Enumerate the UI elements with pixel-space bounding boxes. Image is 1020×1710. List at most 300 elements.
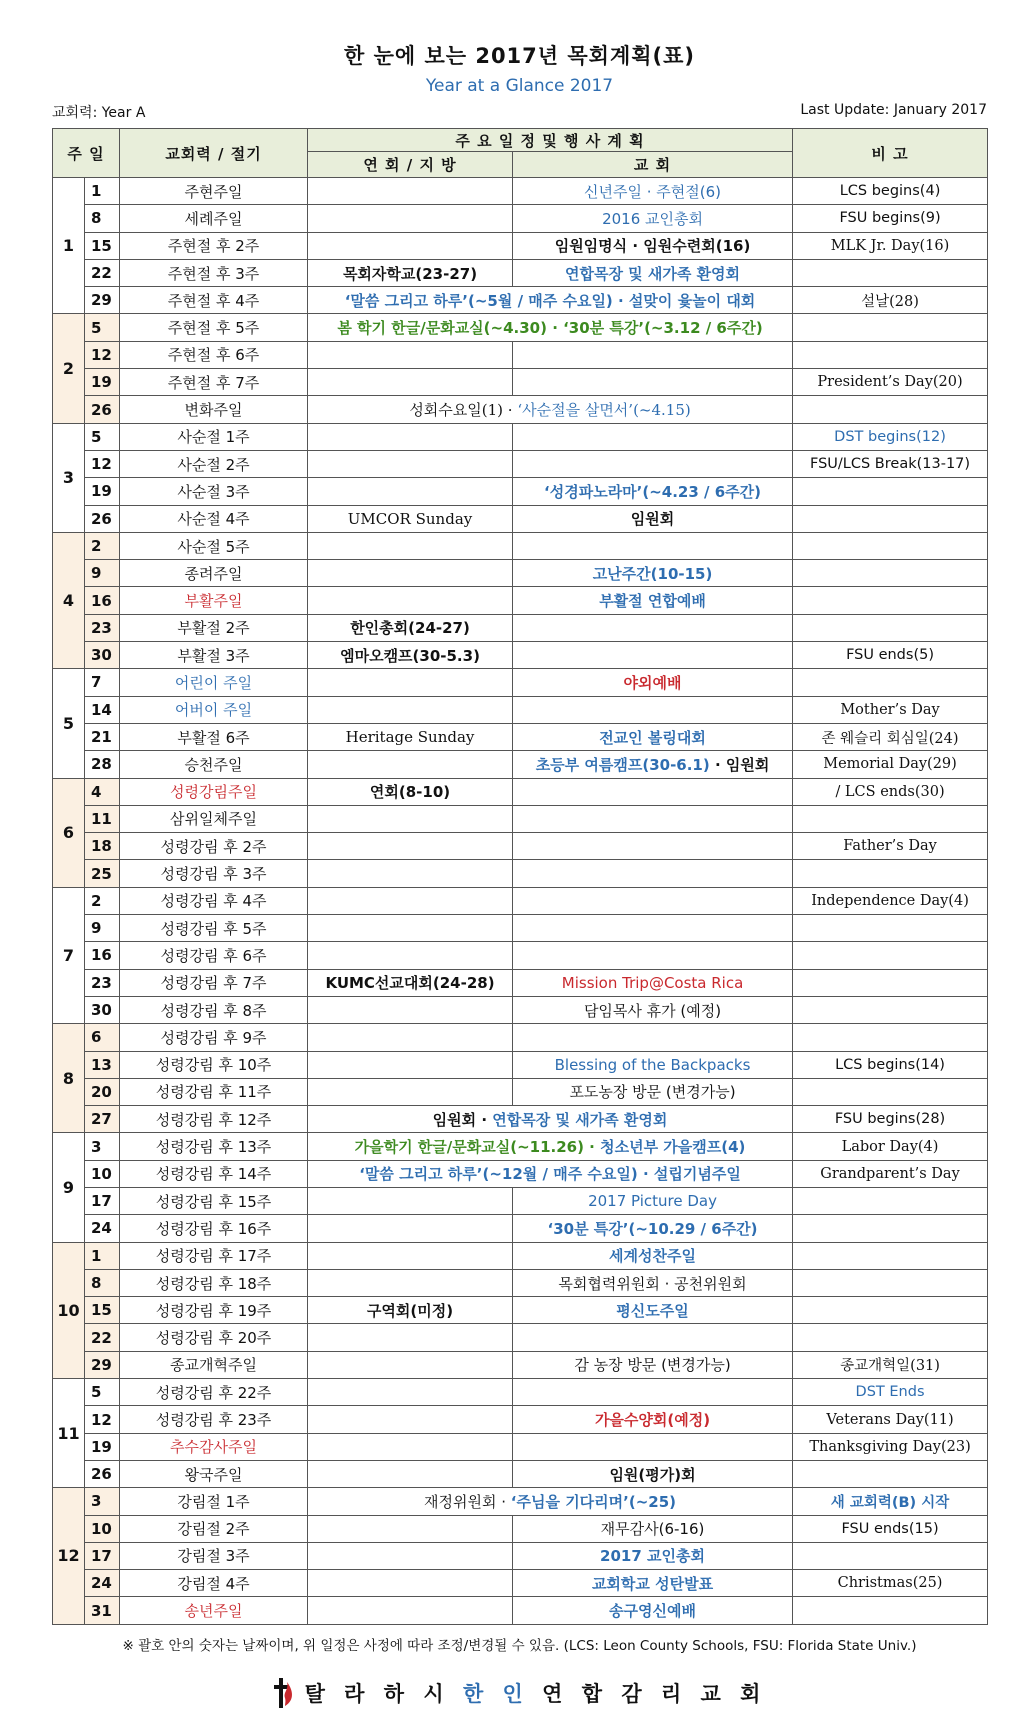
day-cell: 19 — [85, 1433, 120, 1460]
month-cell: 7 — [53, 887, 85, 1023]
season-cell: 부활절 6주 — [120, 723, 308, 750]
event-text: 연합목장 및 새가족 환영회 — [492, 1110, 668, 1129]
conference-cell — [308, 1570, 513, 1597]
conference-cell — [308, 587, 513, 614]
note-cell: FSU ends(15) — [793, 1515, 988, 1542]
season-cell: 부활주일 — [120, 587, 308, 614]
church-cell: 교회학교 성탄발표 — [513, 1570, 793, 1597]
day-cell: 12 — [85, 450, 120, 477]
note-cell — [793, 505, 988, 532]
conference-cell — [308, 560, 513, 587]
day-cell: 15 — [85, 1297, 120, 1324]
day-cell: 26 — [85, 1460, 120, 1487]
church-cell — [513, 778, 793, 805]
note-cell — [793, 314, 988, 341]
day-cell: 2 — [85, 532, 120, 559]
conference-cell — [308, 369, 513, 396]
conference-cell — [308, 1242, 513, 1269]
season-cell: 사순절 1주 — [120, 423, 308, 450]
day-cell: 10 — [85, 1160, 120, 1187]
conference-cell — [308, 915, 513, 942]
day-cell: 4 — [85, 778, 120, 805]
month-cell: 10 — [53, 1242, 85, 1378]
conference-cell: 연회(8-10) — [308, 778, 513, 805]
day-cell: 7 — [85, 669, 120, 696]
church-cell: Mission Trip@Costa Rica — [513, 969, 793, 996]
span-event-cell — [308, 1133, 793, 1160]
season-cell: 사순절 4주 — [120, 505, 308, 532]
page-subtitle: Year at a Glance 2017 — [425, 76, 614, 96]
note-cell — [793, 1242, 988, 1269]
church-cell — [513, 1024, 793, 1051]
season-cell: 성령강림 후 20주 — [120, 1324, 308, 1351]
event-text: · 임원회 — [709, 755, 770, 774]
header-note: 비 고 — [793, 129, 988, 178]
day-cell: 9 — [85, 560, 120, 587]
day-cell: 16 — [85, 942, 120, 969]
note-cell: FSU/LCS Break(13-17) — [793, 450, 988, 477]
day-cell: 30 — [85, 996, 120, 1023]
header-week: 주 일 — [53, 129, 120, 178]
church-cell: Blessing of the Backpacks — [513, 1051, 793, 1078]
day-cell: 17 — [85, 1187, 120, 1214]
day-cell: 13 — [85, 1051, 120, 1078]
event-text: ‘사순절을 살면서’(~4.15) — [517, 401, 691, 420]
conference-cell: Heritage Sunday — [308, 723, 513, 750]
church-name-part: 한 인 — [462, 1681, 529, 1706]
event-text: 가을학기 한글/문화교실(~11.26) · — [354, 1138, 601, 1157]
church-cell — [513, 942, 793, 969]
church-cell: 임원(평가)회 — [513, 1460, 793, 1487]
day-cell: 5 — [85, 314, 120, 341]
season-cell: 송년주일 — [120, 1597, 308, 1624]
conference-cell: 목회자학교(23-27) — [308, 259, 513, 286]
church-cell: 가을수양회(예정) — [513, 1406, 793, 1433]
season-cell: 승천주일 — [120, 751, 308, 778]
span-event-cell — [308, 396, 793, 423]
church-cell: 재무감사(6-16) — [513, 1515, 793, 1542]
church-cell: 임원임명식 · 임원수련회(16) — [513, 232, 793, 259]
day-cell: 28 — [85, 751, 120, 778]
day-cell: 27 — [85, 1106, 120, 1133]
schedule-page — [52, 40, 987, 1710]
note-cell — [793, 1215, 988, 1242]
day-cell: 30 — [85, 642, 120, 669]
season-cell: 성령강림주일 — [120, 778, 308, 805]
note-cell — [793, 532, 988, 559]
lectionary-year: 교회력: Year A — [52, 105, 146, 121]
month-cell: 5 — [53, 669, 85, 778]
church-footer — [52, 1676, 987, 1710]
church-cell — [513, 887, 793, 914]
conference-cell — [308, 1542, 513, 1569]
note-cell — [793, 1187, 988, 1214]
day-cell: 10 — [85, 1515, 120, 1542]
conference-cell — [308, 1597, 513, 1624]
church-cell — [513, 696, 793, 723]
season-cell: 부활절 3주 — [120, 642, 308, 669]
church-cell: 연합목장 및 새가족 환영회 — [513, 259, 793, 286]
note-cell: Mother’s Day — [793, 696, 988, 723]
note-cell: Father’s Day — [793, 833, 988, 860]
note-cell — [793, 1324, 988, 1351]
season-cell: 성령강림 후 4주 — [120, 887, 308, 914]
note-cell: FSU begins(28) — [793, 1106, 988, 1133]
conference-cell — [308, 833, 513, 860]
church-cell — [513, 833, 793, 860]
note-cell — [793, 259, 988, 286]
note-cell — [793, 560, 988, 587]
season-cell: 변화주일 — [120, 396, 308, 423]
note-cell: 설날(28) — [793, 287, 988, 314]
season-cell: 성령강림 후 5주 — [120, 915, 308, 942]
month-cell: 4 — [53, 532, 85, 668]
conference-cell — [308, 1515, 513, 1542]
church-cell — [513, 369, 793, 396]
month-cell: 9 — [53, 1133, 85, 1242]
day-cell: 3 — [85, 1488, 120, 1515]
day-cell: 12 — [85, 341, 120, 368]
cross-and-flame-icon — [273, 1676, 295, 1710]
note-cell — [793, 942, 988, 969]
conference-cell — [308, 532, 513, 559]
conference-cell — [308, 232, 513, 259]
note-cell — [793, 860, 988, 887]
conference-cell — [308, 942, 513, 969]
note-cell: LCS begins(14) — [793, 1051, 988, 1078]
span-event-cell: 봄 학기 한글/문화교실(~4.30) · ‘30분 특강’(~3.12 / 6주간) — [308, 314, 793, 341]
season-cell: 성령강림 후 12주 — [120, 1106, 308, 1133]
meta-line — [52, 102, 987, 122]
note-cell — [793, 1024, 988, 1051]
note-cell: MLK Jr. Day(16) — [793, 232, 988, 259]
season-cell: 성령강림 후 7주 — [120, 969, 308, 996]
conference-cell — [308, 1351, 513, 1378]
season-cell: 성령강림 후 3주 — [120, 860, 308, 887]
note-cell: Labor Day(4) — [793, 1133, 988, 1160]
church-cell: ‘성경파노라마’(~4.23 / 6주간) — [513, 478, 793, 505]
season-cell: 주현절 후 5주 — [120, 314, 308, 341]
church-cell: 전교인 볼링대회 — [513, 723, 793, 750]
season-cell: 성령강림 후 19주 — [120, 1297, 308, 1324]
conference-cell — [308, 1460, 513, 1487]
day-cell: 16 — [85, 587, 120, 614]
conference-cell — [308, 1406, 513, 1433]
season-cell: 성령강림 후 23주 — [120, 1406, 308, 1433]
church-cell: 신년주일 · 주현절(6) — [513, 178, 793, 205]
church-cell — [513, 751, 793, 778]
season-cell: 부활절 2주 — [120, 614, 308, 641]
church-cell — [513, 1324, 793, 1351]
season-cell: 성령강림 후 15주 — [120, 1187, 308, 1214]
note-cell — [793, 669, 988, 696]
conference-cell — [308, 1215, 513, 1242]
conference-cell — [308, 1379, 513, 1406]
event-text: 초등부 여름캠프(30-6.1) — [535, 755, 710, 774]
month-cell: 11 — [53, 1379, 85, 1488]
note-cell — [793, 915, 988, 942]
note-cell: FSU ends(5) — [793, 642, 988, 669]
conference-cell — [308, 423, 513, 450]
conference-cell — [308, 751, 513, 778]
conference-cell — [308, 478, 513, 505]
note-cell — [793, 614, 988, 641]
day-cell: 8 — [85, 205, 120, 232]
day-cell: 22 — [85, 1324, 120, 1351]
season-cell: 사순절 3주 — [120, 478, 308, 505]
season-cell: 주현절 후 6주 — [120, 341, 308, 368]
season-cell: 강림절 1주 — [120, 1488, 308, 1515]
day-cell: 29 — [85, 1351, 120, 1378]
day-cell: 5 — [85, 1379, 120, 1406]
conference-cell — [308, 696, 513, 723]
day-cell: 23 — [85, 614, 120, 641]
note-cell — [793, 396, 988, 423]
church-cell: 부활절 연합예배 — [513, 587, 793, 614]
day-cell: 2 — [85, 887, 120, 914]
church-cell: 평신도주일 — [513, 1297, 793, 1324]
season-cell: 강림절 4주 — [120, 1570, 308, 1597]
schedule-table — [52, 128, 988, 1625]
season-cell: 성령강림 후 16주 — [120, 1215, 308, 1242]
conference-cell — [308, 1078, 513, 1105]
note-cell — [793, 478, 988, 505]
note-cell: Independence Day(4) — [793, 887, 988, 914]
season-cell: 성령강림 후 10주 — [120, 1051, 308, 1078]
church-cell: 포도농장 방문 (변경가능) — [513, 1078, 793, 1105]
season-cell: 사순절 2주 — [120, 450, 308, 477]
conference-cell — [308, 1324, 513, 1351]
day-cell: 29 — [85, 287, 120, 314]
season-cell: 주현절 후 7주 — [120, 369, 308, 396]
conference-cell — [308, 805, 513, 832]
note-cell — [793, 1269, 988, 1296]
church-cell — [513, 1433, 793, 1460]
note-cell — [793, 341, 988, 368]
event-text: 재정위원회 · — [424, 1492, 511, 1511]
season-cell: 추수감사주일 — [120, 1433, 308, 1460]
season-cell: 종교개혁주일 — [120, 1351, 308, 1378]
season-cell: 주현절 후 3주 — [120, 259, 308, 286]
church-cell — [513, 642, 793, 669]
church-cell — [513, 341, 793, 368]
church-cell: 목회협력위원회 · 공천위원회 — [513, 1269, 793, 1296]
conference-cell: UMCOR Sunday — [308, 505, 513, 532]
day-cell: 17 — [85, 1542, 120, 1569]
day-cell: 19 — [85, 478, 120, 505]
season-cell: 주현주일 — [120, 178, 308, 205]
event-text: ‘주님을 기다리며’(~25) — [510, 1492, 676, 1511]
note-cell: 새 교회력(B) 시작 — [793, 1488, 988, 1515]
church-cell — [513, 860, 793, 887]
church-cell: ‘30분 특강’(~10.29 / 6주간) — [513, 1215, 793, 1242]
season-cell: 왕국주일 — [120, 1460, 308, 1487]
season-cell: 종려주일 — [120, 560, 308, 587]
season-cell: 성령강림 후 13주 — [120, 1133, 308, 1160]
last-update: Last Update: January 2017 — [800, 102, 987, 118]
note-cell: DST begins(12) — [793, 423, 988, 450]
conference-cell — [308, 178, 513, 205]
conference-cell — [308, 1024, 513, 1051]
page-title: 한 눈에 보는 2017년 목회계획(표) — [343, 44, 696, 68]
season-cell: 성령강림 후 8주 — [120, 996, 308, 1023]
span-event-cell: ‘말씀 그리고 하루’(~5월 / 매주 수요일) · 설맞이 윷놀이 대회 — [308, 287, 793, 314]
note-cell — [793, 587, 988, 614]
season-cell: 성령강림 후 11주 — [120, 1078, 308, 1105]
day-cell: 11 — [85, 805, 120, 832]
note-cell: 존 웨슬리 회심일(24) — [793, 723, 988, 750]
conference-cell — [308, 1269, 513, 1296]
header-main: 주 요 일 정 및 행 사 계 획 — [308, 129, 793, 152]
span-event-cell — [308, 1488, 793, 1515]
season-cell: 성령강림 후 14주 — [120, 1160, 308, 1187]
note-cell: Memorial Day(29) — [793, 751, 988, 778]
season-cell: 성령강림 후 6주 — [120, 942, 308, 969]
month-cell: 12 — [53, 1488, 85, 1624]
church-cell: 2017 Picture Day — [513, 1187, 793, 1214]
church-cell — [513, 915, 793, 942]
season-cell: 강림절 3주 — [120, 1542, 308, 1569]
day-cell: 15 — [85, 232, 120, 259]
note-cell — [793, 1597, 988, 1624]
note-cell — [793, 996, 988, 1023]
season-cell: 삼위일체주일 — [120, 805, 308, 832]
month-cell: 8 — [53, 1024, 85, 1133]
event-text: 성회수요일(1) · — [409, 401, 518, 420]
church-name — [305, 1678, 767, 1708]
note-cell — [793, 1460, 988, 1487]
day-cell: 19 — [85, 369, 120, 396]
note-cell — [793, 1542, 988, 1569]
note-cell: Grandparent’s Day — [793, 1160, 988, 1187]
day-cell: 8 — [85, 1269, 120, 1296]
conference-cell: 엠마오캠프(30-5.3) — [308, 642, 513, 669]
note-cell — [793, 1078, 988, 1105]
conference-cell: 한인총회(24-27) — [308, 614, 513, 641]
church-cell: 임원회 — [513, 505, 793, 532]
church-cell — [513, 1379, 793, 1406]
season-cell: 어버이 주일 — [120, 696, 308, 723]
note-cell: / LCS ends(30) — [793, 778, 988, 805]
day-cell: 22 — [85, 259, 120, 286]
church-cell — [513, 450, 793, 477]
church-cell: 감 농장 방문 (변경가능) — [513, 1351, 793, 1378]
church-name-part: 탈 라 하 시 — [304, 1681, 463, 1706]
conference-cell: KUMC선교대회(24-28) — [308, 969, 513, 996]
conference-cell — [308, 860, 513, 887]
span-event-cell — [308, 1106, 793, 1133]
conference-cell — [308, 1187, 513, 1214]
day-cell: 18 — [85, 833, 120, 860]
conference-cell — [308, 1433, 513, 1460]
church-cell: 담임목사 휴가 (예정) — [513, 996, 793, 1023]
footnote: ※ 괄호 안의 숫자는 날짜이며, 위 일정은 사정에 따라 조정/변경될 수 있음. (LCS: Leon County Schools, FSU: Florida State Univ.) — [122, 1637, 917, 1654]
day-cell: 9 — [85, 915, 120, 942]
church-cell — [513, 532, 793, 559]
note-cell: DST Ends — [793, 1379, 988, 1406]
season-cell: 사순절 5주 — [120, 532, 308, 559]
note-cell: FSU begins(9) — [793, 205, 988, 232]
season-cell: 성령강림 후 2주 — [120, 833, 308, 860]
note-cell: Christmas(25) — [793, 1570, 988, 1597]
season-cell: 성령강림 후 9주 — [120, 1024, 308, 1051]
season-cell: 강림절 2주 — [120, 1515, 308, 1542]
note-cell: 종교개혁일(31) — [793, 1351, 988, 1378]
day-cell: 21 — [85, 723, 120, 750]
day-cell: 24 — [85, 1215, 120, 1242]
header-conference: 연 회 / 지 방 — [308, 152, 513, 178]
conference-cell — [308, 887, 513, 914]
event-text: 청소년부 가을캠프(4) — [600, 1138, 746, 1157]
note-cell: President’s Day(20) — [793, 369, 988, 396]
header-season: 교회력 / 절기 — [120, 129, 308, 178]
conference-cell — [308, 669, 513, 696]
month-cell: 1 — [53, 178, 85, 314]
conference-cell — [308, 205, 513, 232]
church-cell — [513, 614, 793, 641]
header-church: 교 회 — [513, 152, 793, 178]
conference-cell — [308, 450, 513, 477]
month-cell: 3 — [53, 423, 85, 532]
day-cell: 6 — [85, 1024, 120, 1051]
church-name-part: 연 합 감 리 교 회 — [528, 1681, 767, 1706]
conference-cell — [308, 996, 513, 1023]
church-cell: 세계성찬주일 — [513, 1242, 793, 1269]
church-cell: 2016 교인총회 — [513, 205, 793, 232]
day-cell: 25 — [85, 860, 120, 887]
note-cell: Thanksgiving Day(23) — [793, 1433, 988, 1460]
note-cell: LCS begins(4) — [793, 178, 988, 205]
conference-cell: 구역회(미정) — [308, 1297, 513, 1324]
day-cell: 24 — [85, 1570, 120, 1597]
day-cell: 26 — [85, 396, 120, 423]
note-cell — [793, 1297, 988, 1324]
church-cell — [513, 423, 793, 450]
note-cell — [793, 805, 988, 832]
church-cell: 송구영신예배 — [513, 1597, 793, 1624]
day-cell: 31 — [85, 1597, 120, 1624]
day-cell: 14 — [85, 696, 120, 723]
day-cell: 1 — [85, 178, 120, 205]
day-cell: 12 — [85, 1406, 120, 1433]
season-cell: 성령강림 후 18주 — [120, 1269, 308, 1296]
day-cell: 20 — [85, 1078, 120, 1105]
event-text: 임원회 · — [432, 1110, 493, 1129]
church-cell — [513, 805, 793, 832]
note-cell: Veterans Day(11) — [793, 1406, 988, 1433]
day-cell: 1 — [85, 1242, 120, 1269]
church-cell: 고난주간(10-15) — [513, 560, 793, 587]
month-cell: 2 — [53, 314, 85, 423]
season-cell: 성령강림 후 17주 — [120, 1242, 308, 1269]
span-event-cell: ‘말씀 그리고 하루’(~12월 / 매주 수요일) · 설립기념주일 — [308, 1160, 793, 1187]
season-cell: 세례주일 — [120, 205, 308, 232]
season-cell: 성령강림 후 22주 — [120, 1379, 308, 1406]
church-cell: 야외예배 — [513, 669, 793, 696]
season-cell: 주현절 후 2주 — [120, 232, 308, 259]
conference-cell — [308, 341, 513, 368]
season-cell: 주현절 후 4주 — [120, 287, 308, 314]
conference-cell — [308, 1051, 513, 1078]
season-cell: 어린이 주일 — [120, 669, 308, 696]
day-cell: 23 — [85, 969, 120, 996]
church-cell: 2017 교인총회 — [513, 1542, 793, 1569]
note-cell — [793, 969, 988, 996]
day-cell: 26 — [85, 505, 120, 532]
day-cell: 3 — [85, 1133, 120, 1160]
month-cell: 6 — [53, 778, 85, 887]
day-cell: 5 — [85, 423, 120, 450]
